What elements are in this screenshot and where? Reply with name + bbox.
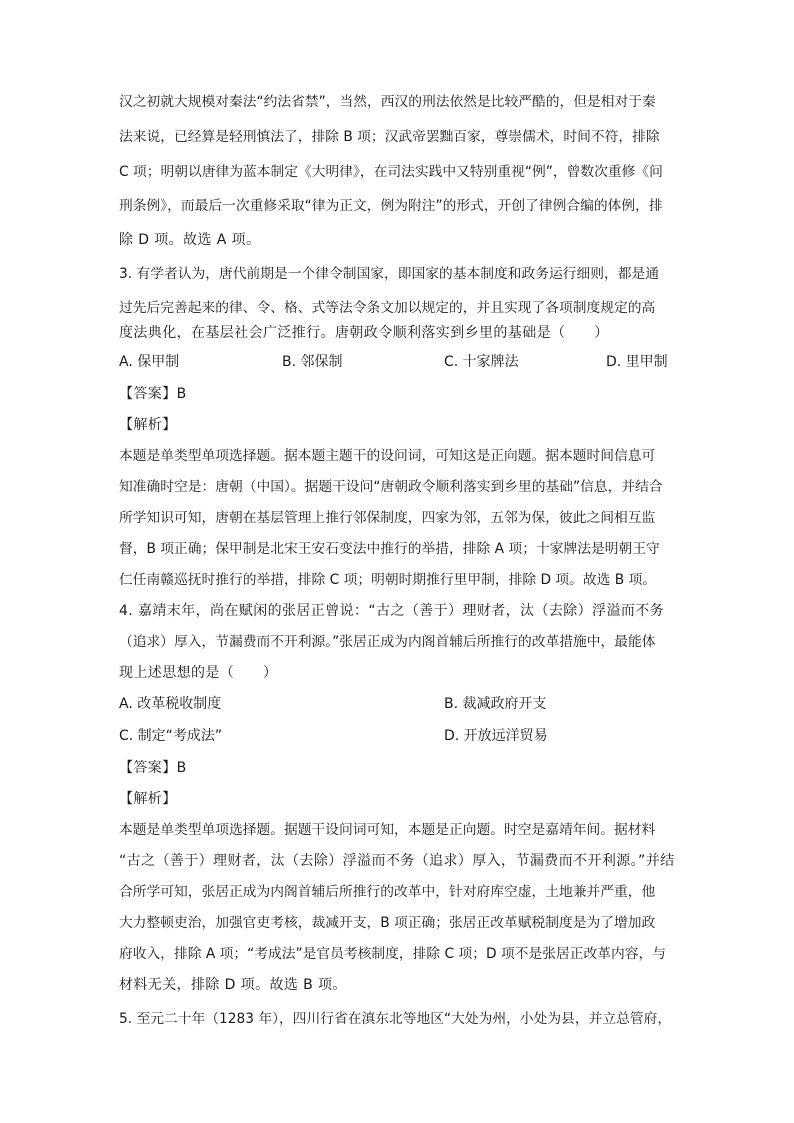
question-3-analysis-title: 【解析】 [119, 417, 177, 433]
question-4-answer: 【答案】B [119, 760, 187, 776]
question-4-analysis-line: 合所学可知，张居正成为内阁首辅后所推行的改革中，针对府库空虚，土地兼并严重，他 [119, 884, 656, 900]
question-3-answer: 【答案】B [119, 386, 187, 402]
question-4-analysis-title: 【解析】 [119, 791, 177, 807]
text-line: 除 D 项。故选 A 项。 [119, 232, 261, 248]
text-line: 汉之初就大规模对秦法“约法省禁”，当然，西汉的刑法依然是比较严酷的，但是相对于秦 [119, 94, 656, 110]
question-3-stem: 3. 有学者认为，唐代前期是一个律令制国家，即国家的基本制度和政务运行细则，都是通 [119, 266, 659, 282]
question-3-analysis-line: 督，B 项正确；保甲制是北宋王安石变法中推行的举措，排除 A 项；十家牌法是明朝王守 [119, 541, 660, 557]
question-3-analysis-line: 所学知识可知，唐朝在基层管理上推行邻保制度，四家为邻，五邻为保，彼此之间相互监 [119, 510, 656, 526]
text-line: 法来说，已经算是轻刑慎法了，排除 B 项；汉武帝罢黜百家，尊崇儒术，时间不符，排除 [119, 129, 660, 145]
text-line: 刑条例》，而最后一次重修采取“律为正文，例为附注”的形式，开创了律例合编的体例，排 [119, 198, 663, 214]
question-3-analysis-line: 知准确时空是：唐朝（中国）。据题干设问“唐朝政令顺利落实到乡里的基础”信息，并结合 [119, 479, 663, 495]
question-4-option-c: C. 制定“考成法” [119, 728, 223, 744]
question-3-stem: 度法典化，在基层社会广泛推行。唐朝政令顺利落实到乡里的基础是（ ） [119, 325, 609, 341]
question-4-analysis-line: 本题是单类型单项选择题。据题干设问词可知，本题是正向题。时空是嘉靖年间。据材料 [119, 822, 656, 838]
question-5-stem: 5. 至元二十年（1283 年），四川行省在滇东北等地区“大处为州，小处为县，并立总管府， [119, 1011, 672, 1027]
question-4-analysis-line: 府收入，排除 A 项；“考成法”是官员考核制度，排除 C 项；D 项不是张居正改革内容，与 [119, 946, 666, 962]
question-4-option-b: B. 裁减政府开支 [444, 696, 547, 712]
question-3-option-c: C. 十家牌法 [444, 354, 519, 370]
question-3-option-d: D. 里甲制 [606, 354, 668, 370]
question-4-analysis-line: 材料无关，排除 D 项。故选 B 项。 [119, 977, 347, 993]
question-4-analysis-line: 大力整顿吏治，加强官吏考核，裁减开支，B 项正确；张居正改革赋税制度是为了增加政 [119, 915, 656, 931]
question-4-stem: 4. 嘉靖末年，尚在赋闲的张居正曾说：“古之（善于）理财者，汰（去除）浮溢而不务 [119, 603, 665, 619]
question-4-option-a: A. 改革税收制度 [119, 696, 222, 712]
question-3-stem: 过先后完善起来的律、令、格、式等法令条文加以规定的，并且实现了各项制度规定的高 [119, 300, 656, 316]
question-4-stem: 现上述思想的是（ ） [119, 665, 278, 681]
question-3-option-a: A. 保甲制 [119, 354, 180, 370]
question-4-stem: （追求）厚入，节漏费而不开利源。”张居正成为内阁首辅后所推行的改革措施中，最能体 [119, 634, 656, 650]
question-4-analysis-line: “古之（善于）理财者，汰（去除）浮溢而不务（追求）厚入，节漏费而不开利源。”并结 [119, 853, 675, 869]
question-4-option-d: D. 开放远洋贸易 [444, 728, 548, 744]
question-3-analysis-line: 本题是单类型单项选择题。据本题主题干的设问词，可知这是正向题。据本题时间信息可 [119, 448, 656, 464]
question-3-analysis-line: 仁任南赣巡抚时推行的举措，排除 C 项；明朝时期推行里甲制，排除 D 项。故选 B 项。 [119, 572, 657, 588]
text-line: C 项；明朝以唐律为蓝本制定《大明律》，在司法实践中又特别重视“例”，曾数次重修《问 [119, 164, 663, 180]
question-3-option-b: B. 邻保制 [282, 354, 343, 370]
